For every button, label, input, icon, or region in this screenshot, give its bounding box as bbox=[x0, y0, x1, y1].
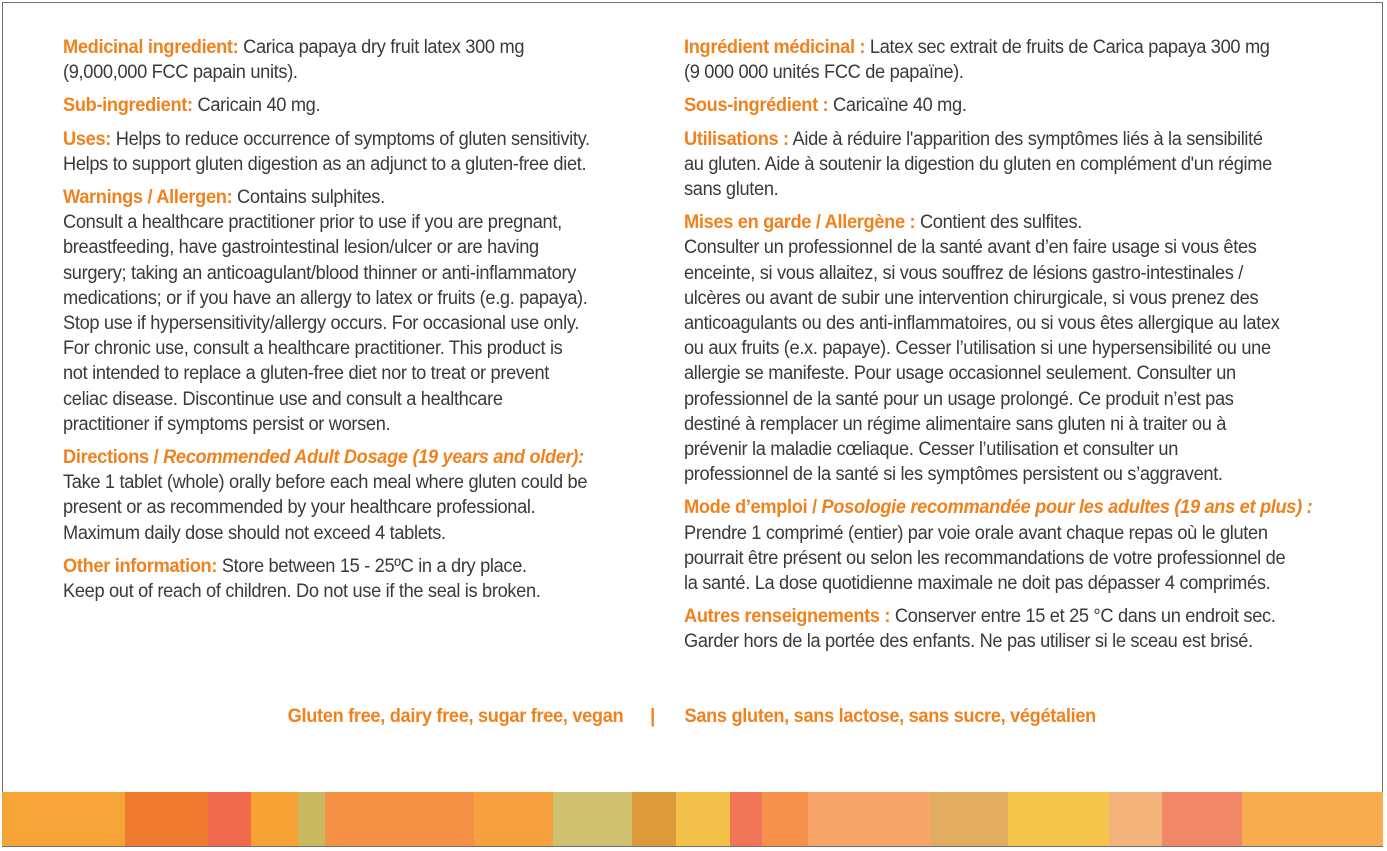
english-column bbox=[63, 35, 635, 612]
warnings-head-text: Contains sulphites. bbox=[232, 186, 385, 209]
other-information-section-fr bbox=[684, 604, 1326, 654]
claims-english: Gluten free, dairy free, sugar free, vegan bbox=[287, 705, 624, 727]
stripe-segment bbox=[325, 792, 474, 846]
warnings-line-fr: ulcères ou avant de subir une intervention chirurgicale, si vous prenez des bbox=[684, 286, 1259, 309]
stripe-segment bbox=[730, 792, 762, 846]
stripe-segment bbox=[298, 792, 324, 846]
directions-line: Take 1 tablet (whole) orally before each meal where gluten could be bbox=[63, 471, 588, 494]
stripe-segment bbox=[1162, 792, 1241, 846]
warnings-line-fr: prévenir la maladie cœliaque. Cesser l’utilisation et consulter un bbox=[684, 438, 1179, 461]
french-column bbox=[684, 35, 1326, 663]
warnings-line: practitioner if symptoms persist or worsen. bbox=[63, 412, 391, 435]
directions-line: present or as recommended by your healthcare professional. bbox=[63, 496, 536, 519]
claims-separator: | bbox=[650, 705, 656, 727]
uses-text-line3-fr: sans gluten. bbox=[684, 178, 779, 201]
stripe-segment bbox=[125, 792, 208, 846]
stripe-segment bbox=[208, 792, 251, 846]
warnings-heading: Warnings / Allergen: bbox=[63, 186, 233, 209]
warnings-line: not intended to replace a gluten-free diet nor to treat or prevent bbox=[63, 362, 550, 385]
sub-ingredient-section-fr bbox=[684, 93, 1326, 118]
warnings-line: For chronic use, consult a healthcare practitioner. This product is bbox=[63, 337, 563, 360]
stripe-segment bbox=[930, 792, 1007, 846]
warnings-line-fr: professionnel de la santé pour un usage prolongé. Ce produit n’est pas bbox=[684, 387, 1234, 410]
medicinal-ingredient-heading-fr: Ingrédient médicinal : bbox=[684, 36, 866, 58]
warnings-section-fr bbox=[684, 210, 1326, 487]
medicinal-ingredient-heading: Medicinal ingredient: bbox=[63, 36, 239, 58]
directions-section-fr bbox=[684, 495, 1326, 596]
warnings-line: surgery; taking an anticoagulant/blood thinner or anti-inflammatory bbox=[63, 261, 577, 284]
dosage-heading-fr: Posologie recommandée pour les adultes (19 ans et plus) : bbox=[821, 496, 1313, 519]
sub-ingredient-heading-fr: Sous-ingrédient : bbox=[684, 94, 829, 117]
warnings-line-fr: Consulter un professionnel de la santé avant d’en faire usage si vous êtes bbox=[684, 236, 1257, 259]
stripe-segment bbox=[2, 792, 125, 846]
medicinal-ingredient-section-fr bbox=[684, 35, 1326, 85]
warnings-line-fr: ou aux fruits (e.x. papaye). Cesser l’utilisation si une hypersensibilité ou une bbox=[684, 337, 1271, 360]
sub-ingredient-text: Caricain 40 mg. bbox=[192, 94, 321, 117]
other-information-section bbox=[63, 554, 635, 604]
warnings-line: breastfeeding, have gastrointestinal lesion/ulcer or are having bbox=[63, 236, 539, 259]
warnings-line: celiac disease. Discontinue use and consult a healthcare bbox=[63, 387, 503, 410]
warnings-line-fr: anticoagulants ou des anti-inflammatoires, ou si vous êtes allergique au latex bbox=[684, 312, 1280, 335]
warnings-line-fr: professionnel de la santé si les symptômes persistent ou s’aggravent. bbox=[684, 463, 1223, 486]
dosage-heading: Recommended Adult Dosage (19 years and older): bbox=[163, 446, 584, 469]
stripe-segment bbox=[1008, 792, 1110, 846]
directions-line: Maximum daily dose should not exceed 4 tablets. bbox=[63, 521, 446, 544]
stripe-segment bbox=[632, 792, 675, 846]
directions-section bbox=[63, 445, 635, 546]
other-information-text-fr: Conserver entre 15 et 25 °C dans un endroit sec. bbox=[890, 605, 1276, 628]
warnings-line: medications; or if you have an allergy to latex or fruits (e.g. papaya). bbox=[63, 286, 588, 309]
stripe-segment bbox=[1109, 792, 1162, 846]
directions-heading: Directions / bbox=[63, 446, 164, 469]
uses-text: Helps to reduce occurrence of symptoms of gluten sensitivity. bbox=[111, 127, 590, 150]
stripe-segment bbox=[553, 792, 632, 846]
uses-text-fr: Aide à réduire l'apparition des symptômes liés à la sensibilité bbox=[788, 127, 1263, 150]
stripe-segment bbox=[251, 792, 298, 846]
uses-heading: Uses: bbox=[63, 127, 112, 150]
medicinal-ingredient-text-line2: (9,000,000 FCC papain units). bbox=[63, 61, 298, 84]
stripe-segment bbox=[808, 792, 931, 846]
sub-ingredient-heading: Sub-ingredient: bbox=[63, 94, 193, 117]
other-information-text: Store between 15 - 25ºC in a dry place. bbox=[217, 554, 527, 577]
uses-text-line2: Helps to support gluten digestion as an adjunct to a gluten-free diet. bbox=[63, 152, 587, 175]
directions-line-fr: Prendre 1 comprimé (entier) par voie orale avant chaque repas où le gluten bbox=[684, 521, 1268, 544]
warnings-line-fr: destiné à remplacer un régime alimentaire sans gluten ni à traiter ou à bbox=[684, 412, 1227, 435]
stripe-segment bbox=[1242, 792, 1384, 846]
color-stripe bbox=[2, 792, 1383, 846]
warnings-section bbox=[63, 185, 635, 437]
sub-ingredient-section bbox=[63, 93, 635, 118]
other-information-text-line2-fr: Garder hors de la portée des enfants. Ne pas utiliser si le sceau est brisé. bbox=[684, 630, 1253, 653]
warnings-head-text-fr: Contient des sulfites. bbox=[915, 211, 1082, 234]
other-information-text-line2: Keep out of reach of children. Do not use if the seal is broken. bbox=[63, 580, 541, 603]
product-claims bbox=[3, 705, 1384, 728]
uses-section bbox=[63, 127, 635, 177]
directions-line-fr: pourrait être présent ou selon les recommandations de votre professionnel de bbox=[684, 546, 1286, 569]
directions-line-fr: la santé. La dose quotidienne maximale ne doit pas dépasser 4 comprimés. bbox=[684, 572, 1271, 595]
warnings-line: Stop use if hypersensitivity/allergy occurs. For occasional use only. bbox=[63, 312, 580, 335]
stripe-segment bbox=[762, 792, 807, 846]
warnings-line-fr: allergie se manifeste. Pour usage occasionnel seulement. Consulter un bbox=[684, 362, 1236, 385]
warnings-line: Consult a healthcare practitioner prior to use if you are pregnant, bbox=[63, 211, 562, 234]
medicinal-ingredient-text-fr: Latex sec extrait de fruits de Carica papaya 300 mg bbox=[865, 36, 1270, 58]
warnings-line-fr: enceinte, si vous allaitez, si vous souffrez de lésions gastro-intestinales / bbox=[684, 261, 1244, 284]
other-information-heading: Other information: bbox=[63, 554, 218, 577]
uses-heading-fr: Utilisations : bbox=[684, 127, 789, 150]
uses-section-fr bbox=[684, 127, 1326, 203]
stripe-segment bbox=[676, 792, 731, 846]
sub-ingredient-text-fr: Caricaïne 40 mg. bbox=[828, 94, 967, 117]
warnings-heading-fr: Mises en garde / Allergène : bbox=[684, 211, 916, 234]
label-panel bbox=[2, 2, 1383, 847]
directions-heading-fr: Mode d’emploi / bbox=[684, 496, 822, 519]
other-information-heading-fr: Autres renseignements : bbox=[684, 605, 891, 628]
medicinal-ingredient-text-line2-fr: (9 000 000 unités FCC de papaïne). bbox=[684, 61, 964, 84]
uses-text-line2-fr: au gluten. Aide à soutenir la digestion du gluten en complément d'un régime bbox=[684, 152, 1272, 175]
medicinal-ingredient-section bbox=[63, 35, 635, 85]
claims-french: Sans gluten, sans lactose, sans sucre, végétalien bbox=[684, 705, 1097, 727]
stripe-segment bbox=[474, 792, 553, 846]
medicinal-ingredient-text: Carica papaya dry fruit latex 300 mg bbox=[238, 36, 525, 58]
